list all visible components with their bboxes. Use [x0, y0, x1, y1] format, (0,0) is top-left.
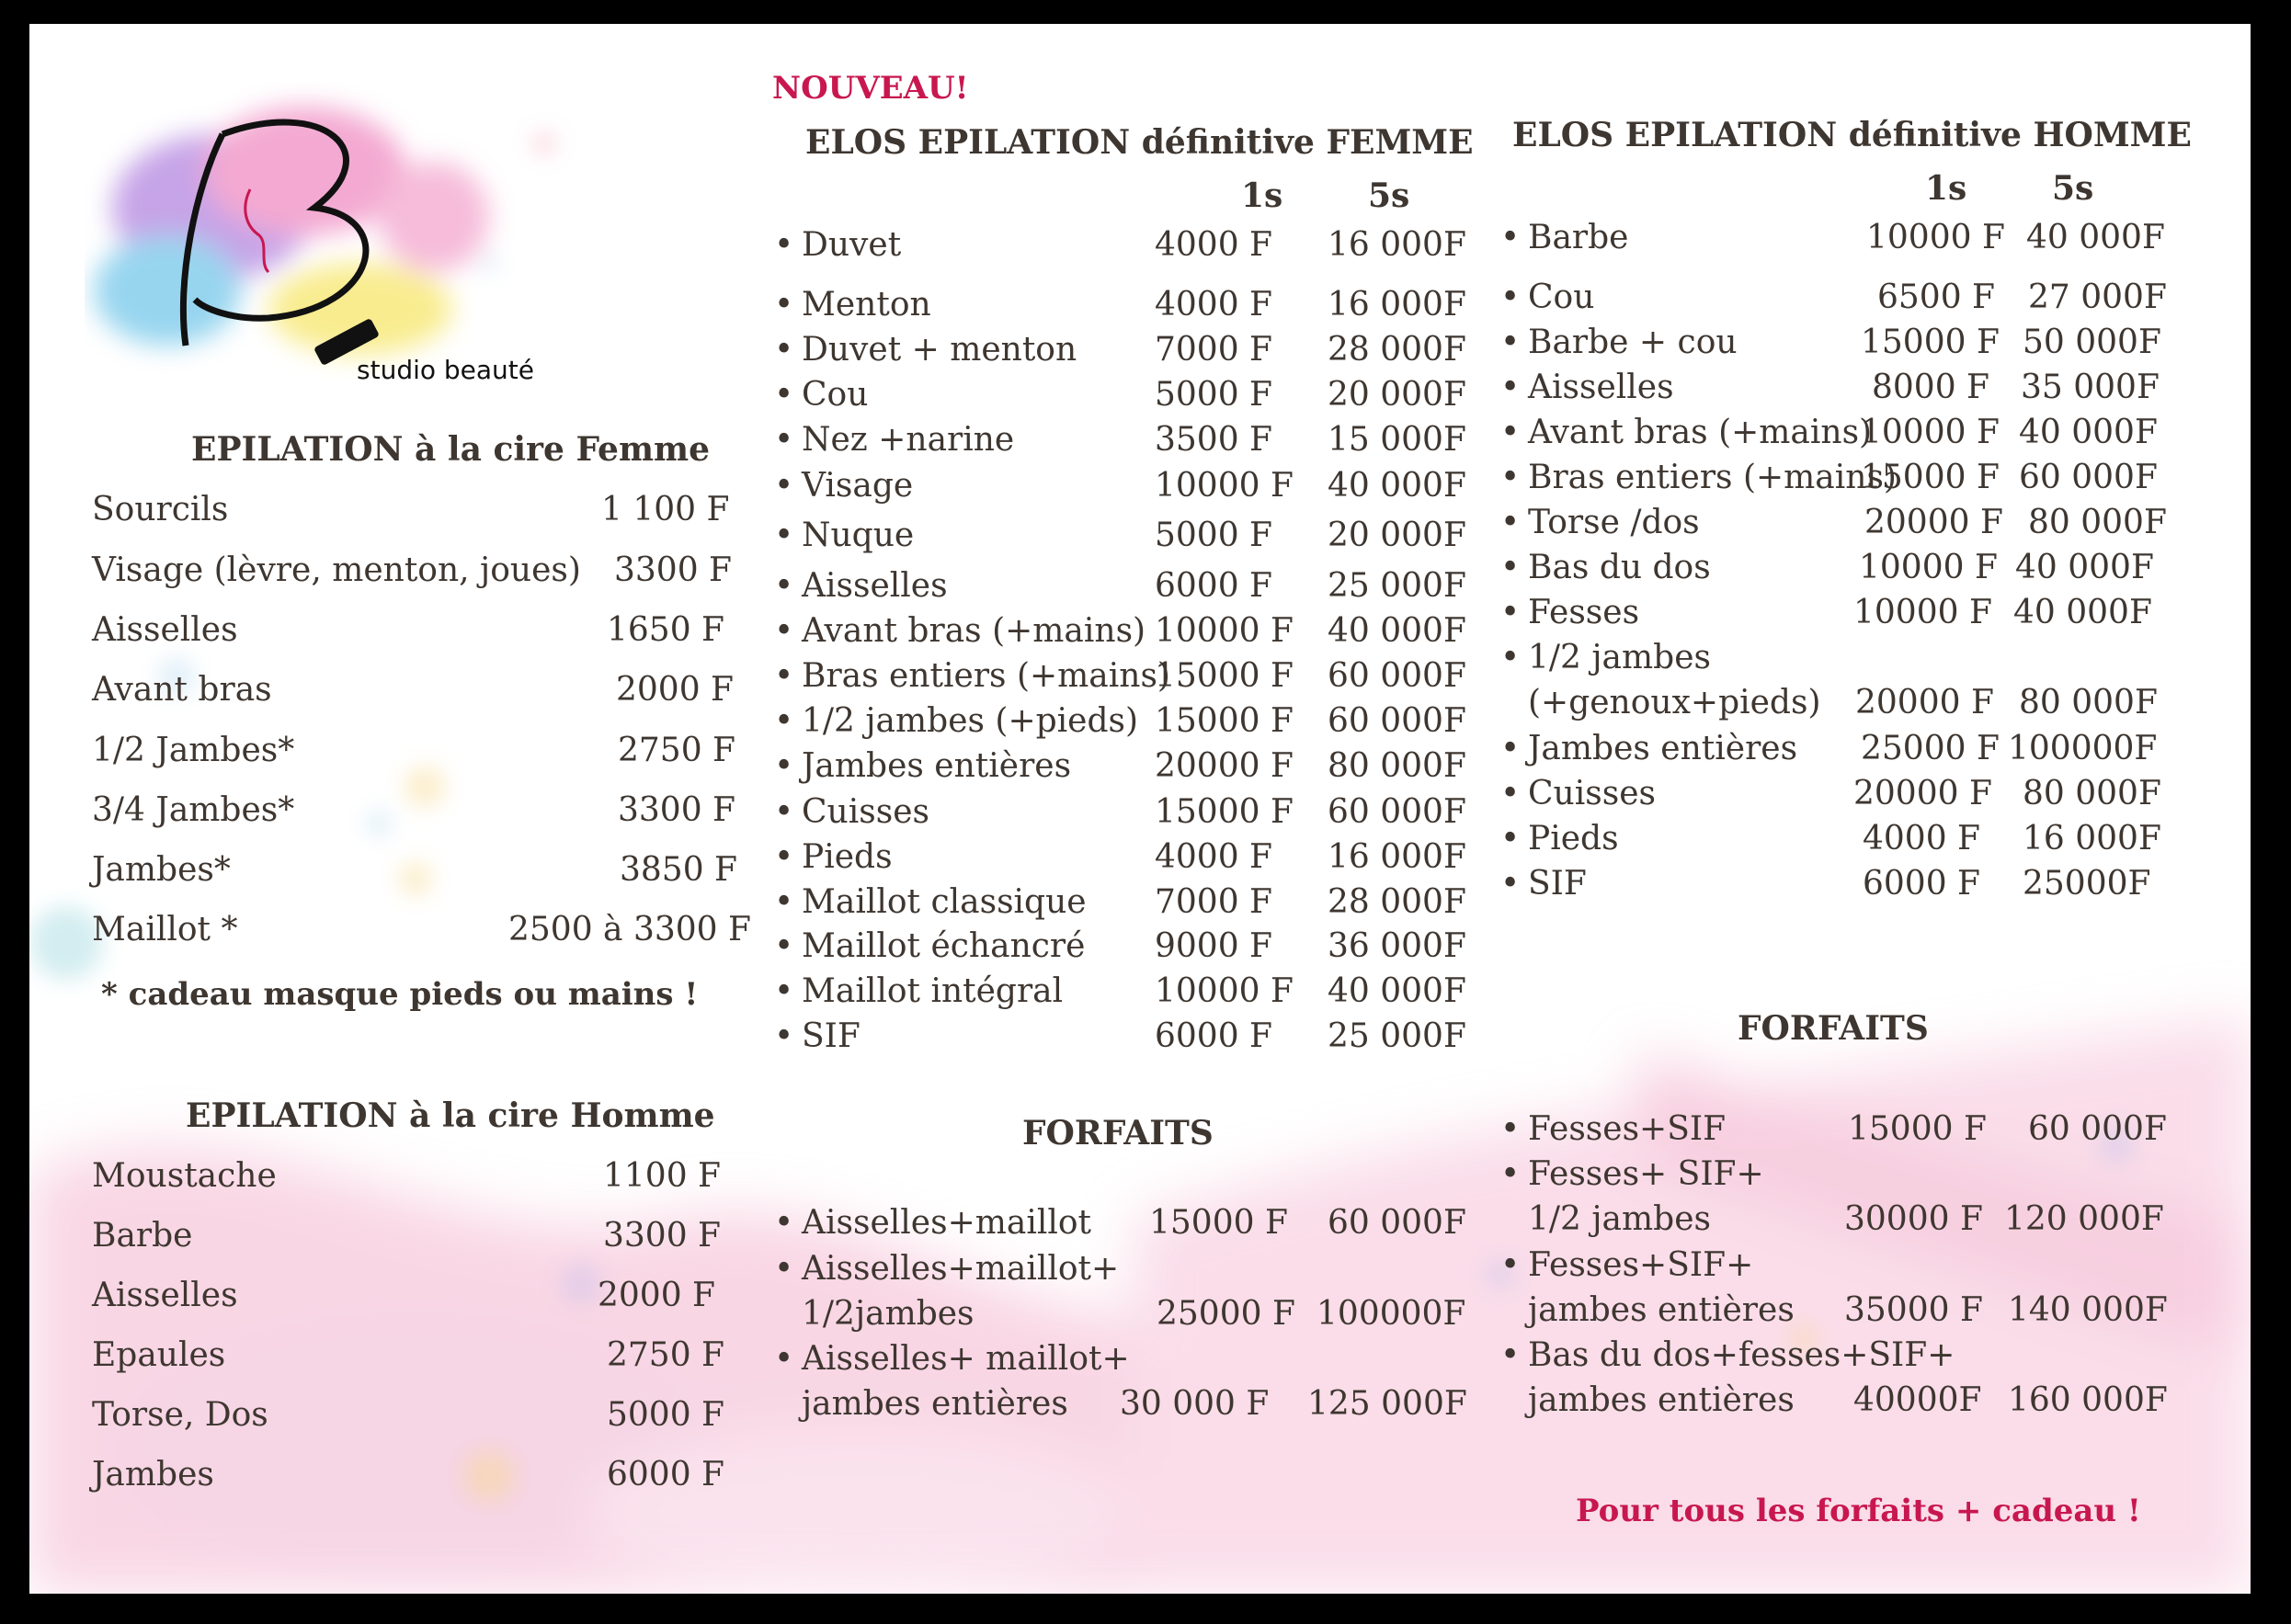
price-5s: 100000F [1316, 1295, 1466, 1333]
item-name-line2: (+genoux+pieds) [1528, 684, 1821, 721]
price-1s: 35000 F [1844, 1291, 1983, 1329]
price-1s: 20000 F [1155, 747, 1294, 785]
item-price: 6000 F [607, 1456, 725, 1493]
item-name: • Bas du dos [1528, 549, 1711, 586]
col-5s-header: 5s [1368, 176, 1410, 215]
forfait-line1: • Aisselles+ maillot+ [802, 1340, 1130, 1378]
price-1s: 8000 F [1872, 369, 1990, 406]
price-1s: 20000 F [1864, 504, 2003, 541]
price-5s: 40 000F [2019, 414, 2158, 451]
item-name: • SIF [802, 1017, 861, 1055]
price-1s: 10000 F [1861, 414, 2000, 451]
price-1s: 4000 F [1155, 286, 1273, 324]
price-5s: 40 000F [2026, 219, 2165, 256]
price-1s: 15000 F [1861, 459, 2000, 496]
price-1s: 10000 F [1155, 972, 1294, 1010]
elos-women-title: ELOS EPILATION définitive FEMME [805, 123, 1474, 162]
item-name: • Nuque [802, 517, 914, 554]
item-name: • Duvet + menton [802, 331, 1077, 369]
price-1s: 4000 F [1155, 226, 1273, 264]
item-name: Jambes* [92, 851, 231, 889]
item-name: Epaules [92, 1336, 226, 1374]
forfaits-footer: Pour tous les forfaits + cadeau ! [1576, 1493, 2141, 1529]
price-1s: 30 000 F [1120, 1385, 1270, 1423]
price-5s: 60 000F [1328, 793, 1466, 831]
price-1s: 10000 F [1155, 612, 1294, 650]
price-5s: 60 000F [1328, 702, 1466, 740]
price-5s: 16 000F [1328, 286, 1466, 324]
price-1s: 25000 F [1157, 1295, 1295, 1333]
price-1s: 15000 F [1155, 793, 1294, 831]
price-5s: 140 000F [2008, 1291, 2168, 1329]
item-name: • Avant bras (+mains) [1528, 414, 1872, 451]
price-list-sheet [29, 24, 2251, 1594]
price-5s: 16 000F [2023, 820, 2161, 857]
price-1s: 4000 F [1863, 820, 1981, 857]
item-name: • Jambes entières [1528, 730, 1797, 767]
price-5s: 60 000F [2028, 1110, 2167, 1148]
price-5s: 28 000F [1328, 883, 1466, 921]
price-5s: 20 000F [1328, 517, 1466, 554]
item-price: 2000 F [598, 1277, 716, 1314]
price-5s: 60 000F [1328, 657, 1466, 695]
price-5s: 40 000F [1328, 612, 1466, 650]
price-5s: 50 000F [2023, 324, 2161, 361]
forfait-line1: • Aisselles+maillot+ [802, 1250, 1119, 1288]
col-5s-header: 5s [2052, 169, 2094, 208]
item-name: Visage (lèvre, menton, joues) [92, 551, 581, 589]
price-5s: 80 000F [2023, 775, 2161, 812]
item-price: 3300 F [603, 1217, 722, 1255]
item-name: Jambes [92, 1456, 214, 1493]
elos-men-forfaits-title: FORFAITS [1738, 1009, 1929, 1048]
item-price: 1 100 F [601, 491, 730, 528]
item-price: 2750 F [618, 732, 736, 769]
forfait-line1: • Fesses+SIF [1528, 1110, 1726, 1148]
wax-men-title: EPILATION à la cire Homme [186, 1096, 715, 1135]
item-name: • Maillot classique [802, 883, 1087, 921]
price-1s: 7000 F [1155, 883, 1273, 921]
price-1s: 6000 F [1155, 567, 1273, 605]
wax-women-note: * cadeau masque pieds ou mains ! [101, 976, 699, 1013]
forfait-line1: • Fesses+ SIF+ [1528, 1155, 1764, 1193]
item-name: • Avant bras (+mains) [802, 612, 1146, 650]
price-1s: 6000 F [1863, 865, 1981, 903]
price-5s: 40 000F [1328, 972, 1466, 1010]
item-price: 2000 F [616, 671, 735, 709]
forfait-line2: 1/2 jambes [1528, 1200, 1711, 1238]
price-5s: 80 000F [2019, 684, 2158, 721]
item-name: • Jambes entières [802, 747, 1071, 785]
price-5s: 60 000F [2019, 459, 2158, 496]
item-name: • Cou [1528, 278, 1594, 316]
item-name: • Bras entiers (+mains) [802, 657, 1170, 695]
price-1s: 15000 F [1155, 702, 1294, 740]
price-5s: 40 000F [2013, 594, 2152, 631]
price-1s: 20000 F [1853, 775, 1992, 812]
price-5s: 100000F [2008, 730, 2158, 767]
price-1s: 25000 F [1861, 730, 2000, 767]
col-1s-header: 1s [1241, 176, 1283, 215]
item-price: 2500 à 3300 F [508, 911, 752, 948]
item-name: Torse, Dos [92, 1396, 268, 1434]
item-price: 1100 F [603, 1157, 722, 1195]
price-5s: 40 000F [1328, 467, 1466, 505]
col-1s-header: 1s [1925, 169, 1967, 208]
item-name: • Pieds [1528, 820, 1619, 857]
price-5s: 27 000F [2028, 278, 2167, 316]
item-name: • Barbe + cou [1528, 324, 1738, 361]
price-5s: 16 000F [1328, 226, 1466, 264]
item-name: • 1/2 jambes [1528, 639, 1711, 676]
price-1s: 20000 F [1855, 684, 1994, 721]
item-name: Sourcils [92, 491, 229, 528]
item-name: • Bras entiers (+mains) [1528, 459, 1897, 496]
item-name: • Torse /dos [1528, 504, 1700, 541]
price-5s: 15 000F [1328, 421, 1466, 459]
item-name: • Pieds [802, 838, 893, 876]
price-5s: 125 000F [1307, 1385, 1467, 1423]
price-1s: 3500 F [1155, 421, 1273, 459]
price-5s: 25000F [2023, 865, 2151, 903]
elos-men-title: ELOS EPILATION définitive HOMME [1512, 116, 2192, 154]
price-1s: 6500 F [1877, 278, 1996, 316]
price-1s: 10000 F [1155, 467, 1294, 505]
price-1s: 15000 F [1861, 324, 2000, 361]
forfait-line2: jambes entières [1528, 1291, 1795, 1329]
price-1s: 15000 F [1149, 1204, 1288, 1242]
price-1s: 7000 F [1155, 331, 1273, 369]
price-5s: 35 000F [2021, 369, 2160, 406]
item-price: 3300 F [614, 551, 733, 589]
item-name: Aisselles [92, 611, 238, 649]
item-name: • Aisselles [802, 567, 948, 605]
item-name: • Barbe [1528, 219, 1628, 256]
item-price: 3850 F [620, 851, 738, 889]
price-5s: 36 000F [1328, 927, 1466, 965]
item-name: 3/4 Jambes* [92, 791, 295, 829]
item-name: • Maillot intégral [802, 972, 1063, 1010]
item-name: • Visage [802, 467, 913, 505]
wax-women-title: EPILATION à la cire Femme [191, 430, 711, 469]
item-name: • 1/2 jambes (+pieds) [802, 702, 1138, 740]
price-1s: 9000 F [1155, 927, 1273, 965]
price-5s: 80 000F [1328, 747, 1466, 785]
forfait-line1: • Aisselles+maillot [802, 1204, 1091, 1242]
price-columns [29, 24, 2251, 1594]
item-name: • Nez +narine [802, 421, 1014, 459]
price-1s: 10000 F [1853, 594, 1992, 631]
item-name: 1/2 Jambes* [92, 732, 295, 769]
item-name: • Fesses [1528, 594, 1639, 631]
price-5s: 60 000F [1328, 1204, 1466, 1242]
price-1s: 10000 F [1866, 219, 2005, 256]
item-name: • Cuisses [1528, 775, 1656, 812]
price-5s: 20 000F [1328, 376, 1466, 414]
price-1s: 15000 F [1155, 657, 1294, 695]
price-5s: 25 000F [1328, 567, 1466, 605]
item-price: 3300 F [618, 791, 736, 829]
item-name: • SIF [1528, 865, 1587, 903]
price-1s: 40000F [1853, 1381, 1982, 1419]
item-name: Barbe [92, 1217, 193, 1255]
item-name: Moustache [92, 1157, 277, 1195]
price-1s: 5000 F [1155, 517, 1273, 554]
item-price: 2750 F [607, 1336, 725, 1374]
price-1s: 10000 F [1859, 549, 1998, 586]
price-1s: 30000 F [1844, 1200, 1983, 1238]
logo-tagline: studio beauté [357, 355, 535, 385]
price-5s: 40 000F [2015, 549, 2154, 586]
new-badge: NOUVEAU! [772, 70, 969, 107]
price-5s: 160 000F [2008, 1381, 2168, 1419]
price-1s: 5000 F [1155, 376, 1273, 414]
item-name: Avant bras [92, 671, 272, 709]
price-5s: 80 000F [2028, 504, 2167, 541]
item-name: Maillot * [92, 911, 238, 948]
price-5s: 25 000F [1328, 1017, 1466, 1055]
price-5s: 120 000F [2004, 1200, 2164, 1238]
item-name: • Maillot échancré [802, 927, 1085, 965]
forfait-line2: jambes entières [802, 1385, 1068, 1423]
forfait-line2: jambes entières [1528, 1381, 1795, 1419]
price-1s: 15000 F [1848, 1110, 1987, 1148]
price-1s: 6000 F [1155, 1017, 1273, 1055]
item-price: 5000 F [607, 1396, 725, 1434]
item-name: • Duvet [802, 226, 901, 264]
price-1s: 4000 F [1155, 838, 1273, 876]
forfait-line1: • Fesses+SIF+ [1528, 1246, 1753, 1284]
item-name: • Aisselles [1528, 369, 1674, 406]
price-5s: 16 000F [1328, 838, 1466, 876]
item-name: Aisselles [92, 1277, 238, 1314]
elos-women-forfaits-title: FORFAITS [1022, 1114, 1214, 1153]
forfait-line2: 1/2jambes [802, 1295, 975, 1333]
item-name: • Menton [802, 286, 931, 324]
forfait-line1: • Bas du dos+fesses+SIF+ [1528, 1336, 1955, 1374]
item-name: • Cou [802, 376, 868, 414]
item-name: • Cuisses [802, 793, 929, 831]
price-5s: 28 000F [1328, 331, 1466, 369]
item-price: 1650 F [607, 611, 725, 649]
